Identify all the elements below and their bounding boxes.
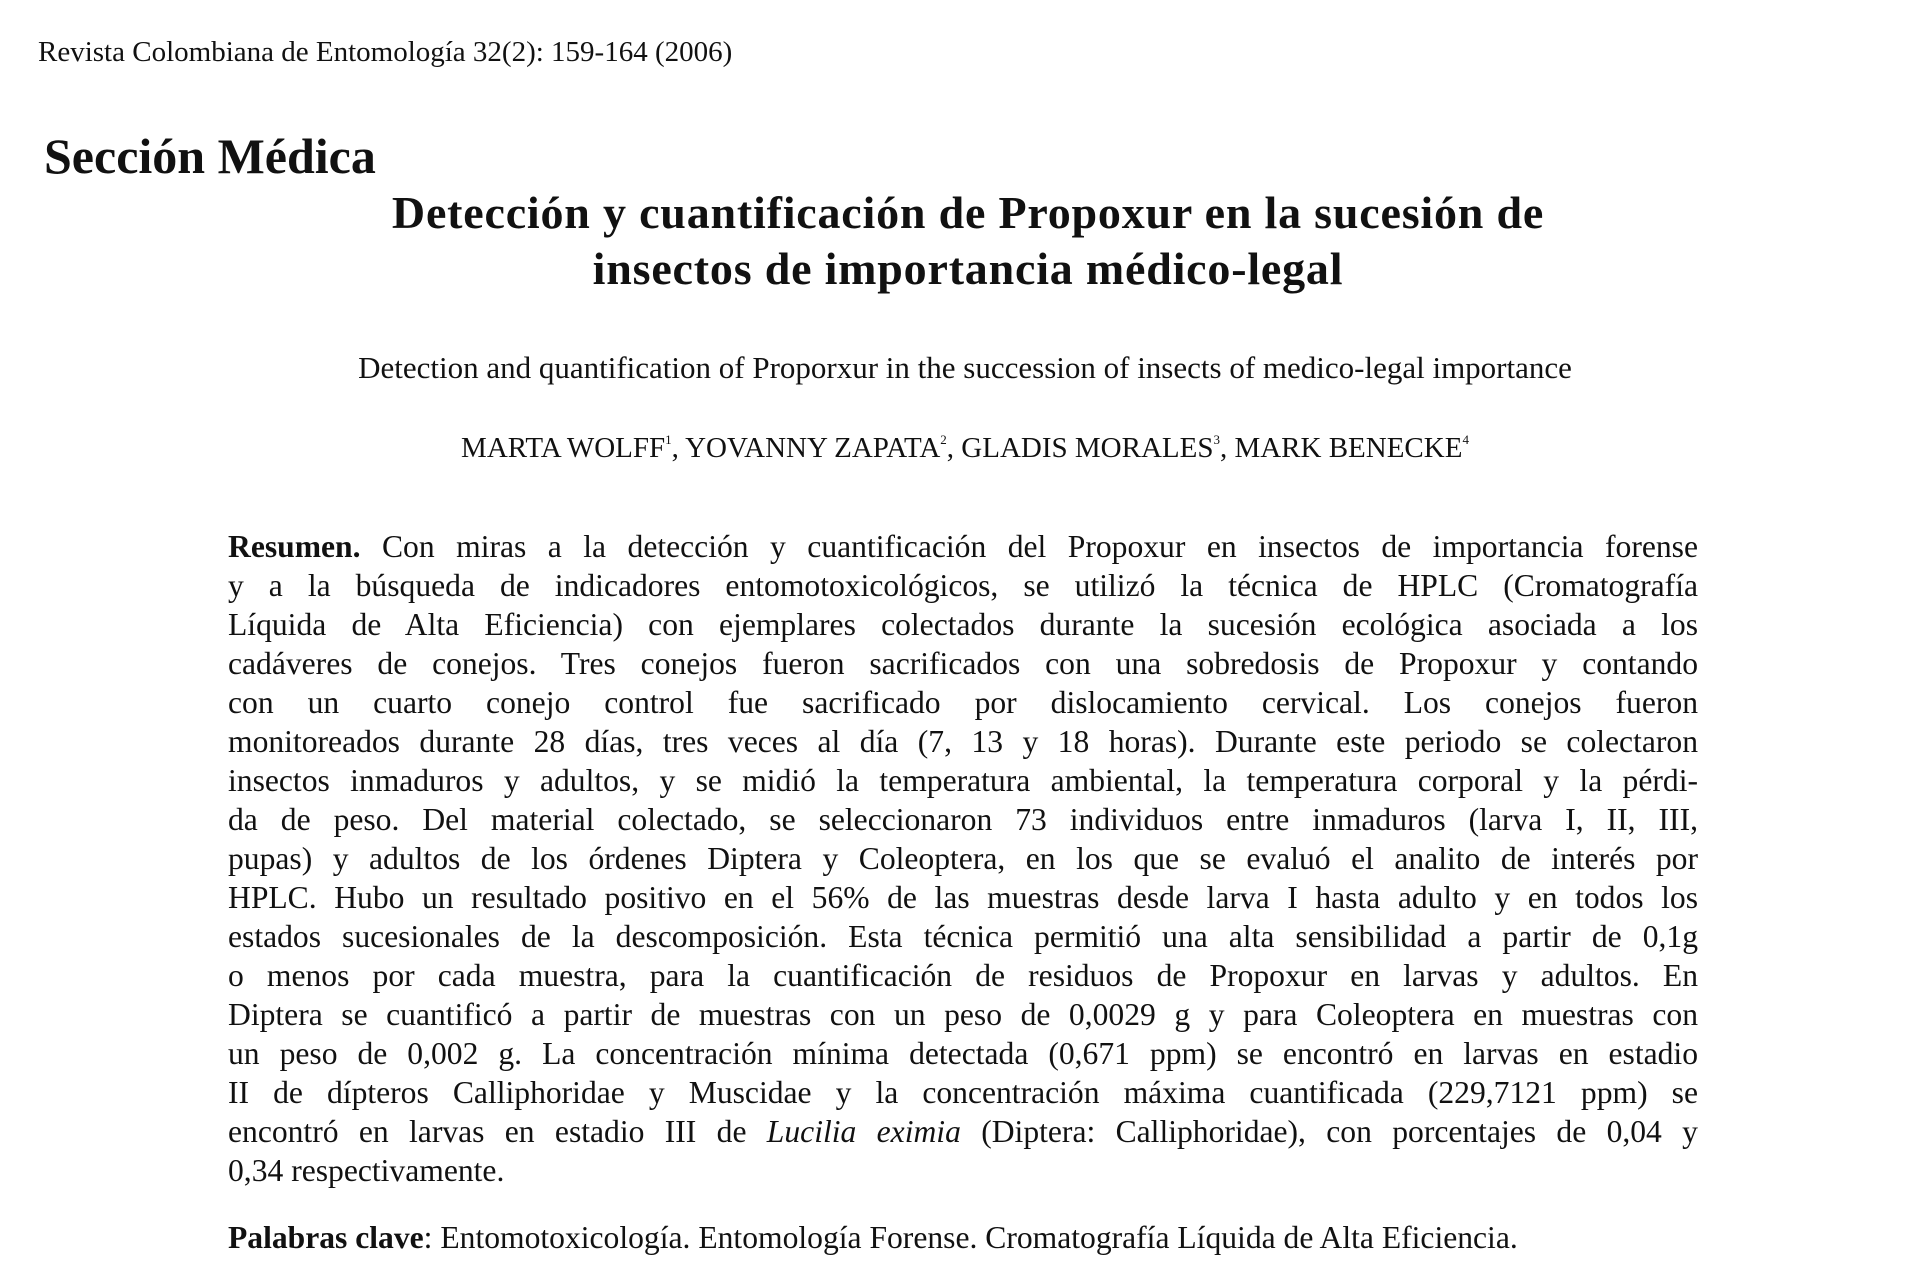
author-affiliation: 4 <box>1462 432 1469 447</box>
article-title <box>0 185 1930 297</box>
abstract-line: Resumen. Con miras a la detección y cuantificación del Propoxur en insectos de importancia forense <box>228 529 1698 564</box>
abstract-line: II de dípteros Calliphoridae y Muscidae y la concentración máxima cuantificada (229,7121 ppm) se <box>228 1075 1698 1110</box>
abstract <box>228 527 1698 1190</box>
abstract-line: Líquida de Alta Eficiencia) con ejemplares colectados durante la sucesión ecológica asociada a los <box>228 607 1698 642</box>
abstract-line: pupas) y adultos de los órdenes Diptera y Coleoptera, en los que se evaluó el analito de interés por <box>228 841 1698 876</box>
author-affiliation: 1 <box>665 432 672 447</box>
author-name: MARK BENECKE <box>1234 432 1463 464</box>
abstract-label: Resumen. <box>228 529 361 564</box>
abstract-line: monitoreados durante 28 días, tres veces al día (7, 13 y 18 horas). Durante este periodo se colectaron <box>228 724 1698 759</box>
species-name: Lucilia eximia <box>766 1114 961 1149</box>
author-separator: , <box>1219 432 1235 464</box>
keywords-text: : Entomotoxicología. Entomología Forense. Cromatografía Líquida de Alta Eficiencia. <box>423 1220 1518 1255</box>
article-title-line-1: Detección y cuantificación de Propoxur en la sucesión de <box>391 187 1545 238</box>
abstract-line: con un cuarto conejo control fue sacrificado por dislocamiento cervical. Los conejos fueron <box>228 685 1698 720</box>
abstract-line: encontró en larvas en estadio III de Lucilia eximia (Diptera: Calliphoridae), con porcentajes de 0,04 y <box>228 1114 1698 1149</box>
english-title: Detection and quantification of Proporxur in the succession of insects of medico-legal importance <box>358 350 1572 385</box>
author-list <box>0 429 1930 467</box>
author-name: MARTA WOLFF <box>461 432 666 464</box>
author-name: YOVANNY ZAPATA <box>685 432 941 464</box>
journal-reference: Revista Colombiana de Entomología 32(2): 159-164 (2006) <box>38 36 733 68</box>
abstract-line: insectos inmaduros y adultos, y se midió la temperatura ambiental, la temperatura corporal y la pérdi- <box>228 763 1698 798</box>
keywords <box>228 1218 1698 1258</box>
author-separator: , <box>671 432 686 464</box>
abstract-line: y a la búsqueda de indicadores entomotoxicológicos, se utilizó la técnica de HPLC (Cromatografía <box>228 568 1698 603</box>
author-name: GLADIS MORALES <box>961 432 1214 464</box>
abstract-line: Diptera se cuantificó a partir de muestras con un peso de 0,0029 g y para Coleoptera en muestras con <box>228 997 1698 1032</box>
abstract-line: o menos por cada muestra, para la cuantificación de residuos de Propoxur en larvas y adultos. En <box>228 958 1698 993</box>
author-affiliation: 2 <box>940 432 947 447</box>
abstract-line: un peso de 0,002 g. La concentración mínima detectada (0,671 ppm) se encontró en larvas en estadio <box>228 1036 1698 1071</box>
article-title-line-2: insectos de importancia médico-legal <box>592 243 1344 294</box>
abstract-line: 0,34 respectivamente. <box>228 1153 505 1188</box>
section-label: Sección Médica <box>44 128 376 184</box>
author-affiliation: 3 <box>1213 432 1220 447</box>
keywords-label: Palabras clave <box>228 1220 424 1255</box>
abstract-line: HPLC. Hubo un resultado positivo en el 56% de las muestras desde larva I hasta adulto y en todos los <box>228 880 1698 915</box>
author-separator: , <box>946 432 962 464</box>
abstract-line: cadáveres de conejos. Tres conejos fueron sacrificados con una sobredosis de Propoxur y contando <box>228 646 1698 681</box>
abstract-line: da de peso. Del material colectado, se seleccionaron 73 individuos entre inmaduros (larva I, II, III, <box>228 802 1698 837</box>
abstract-line: estados sucesionales de la descomposición. Esta técnica permitió una alta sensibilidad a partir de 0,1g <box>228 919 1698 954</box>
